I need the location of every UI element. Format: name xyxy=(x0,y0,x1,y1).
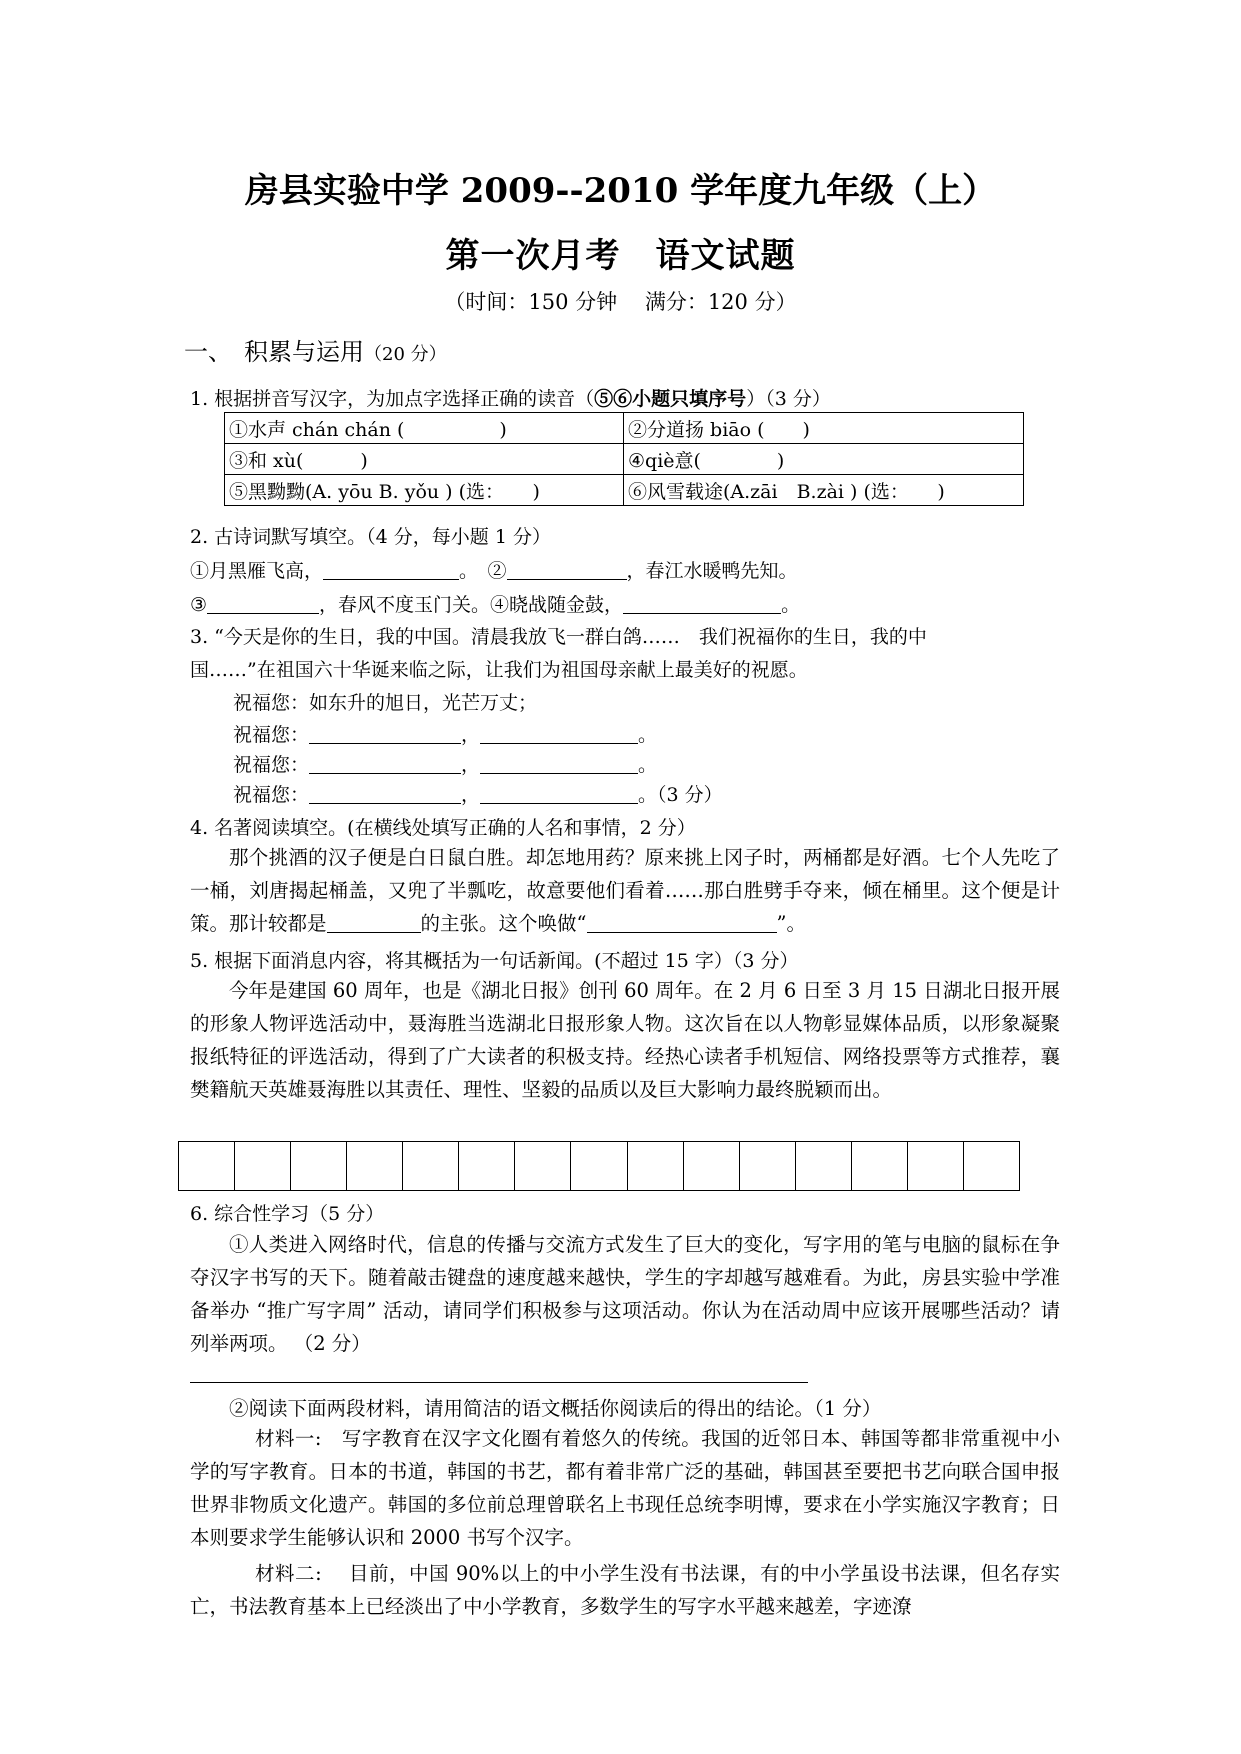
q2-text: ③ xyxy=(190,594,208,616)
q3-blessing-1 xyxy=(233,720,657,747)
comma: ， xyxy=(461,724,481,746)
q1-cell[interactable]: ⑤黑黝黝(A. yōu B. yǒu ) (选： ) xyxy=(225,475,624,506)
answer-blank[interactable] xyxy=(309,785,461,804)
grid-cell[interactable] xyxy=(740,1142,796,1190)
q6-prompt: 6. 综合性学习（5 分） xyxy=(190,1203,385,1225)
q4-prompt: 4. 名著阅读填空。(在横线处填写正确的人名和事情，2 分） xyxy=(190,817,696,839)
q1-cell[interactable]: ①水声 chán chán ( ) xyxy=(225,413,624,444)
table-row xyxy=(225,413,1024,444)
material-one: 材料一: 写字教育在汉字文化圈有着悠久的传统。我国的近邻日本、韩国等都非常重视中小学的写字教育。日本的书道，韩国的书艺，都有着非常广泛的基础，韩国甚至要把书艺向联合国申报世界非物质文化遗产。韩国的多位前总理曾联名上书现任总统李明博，要求在小学实施汉字教育；日本则要求学生能够认识和 2000 书写个汉字。 xyxy=(190,1427,1060,1549)
q1-prompt-b: ）（3 分） xyxy=(746,388,831,410)
bless-label: 祝福您： xyxy=(233,754,310,776)
grid-cell[interactable] xyxy=(571,1142,627,1190)
answer-blank[interactable] xyxy=(480,785,638,804)
q3-blessing-3 xyxy=(233,780,723,807)
exam-subtitle: 第一次月考 语文试题 xyxy=(445,236,796,276)
q6-part-2: ②阅读下面两段材料，请用简洁的语文概括你阅读后的得出的结论。（1 分） xyxy=(229,1397,882,1420)
section-one-heading xyxy=(184,332,447,367)
q3-example: 祝福您：如东升的旭日，光芒万丈； xyxy=(233,692,538,714)
grid-cell[interactable] xyxy=(796,1142,852,1190)
q3-blessing-2 xyxy=(233,750,657,777)
q1-prompt-bold: ⑤⑥小题只填序号 xyxy=(594,388,747,410)
grid-cell[interactable] xyxy=(964,1142,1019,1190)
table-row xyxy=(225,475,1024,506)
grid-cell[interactable] xyxy=(515,1142,571,1190)
q2-text: 。 xyxy=(781,594,801,616)
grid-cell[interactable] xyxy=(684,1142,740,1190)
q1-cell[interactable]: ②分道扬 biāo ( ) xyxy=(624,413,1024,444)
period-points: 。（3 分） xyxy=(638,784,723,806)
q1-prompt-a: 1. 根据拼音写汉字，为加点字选择正确的读音（ xyxy=(190,388,595,410)
q1-cell[interactable]: ⑥风雪载途(A.zāi B.zài ) (选： ) xyxy=(624,475,1024,506)
grid-cell[interactable] xyxy=(347,1142,403,1190)
q1-prompt xyxy=(190,384,831,411)
grid-cell[interactable] xyxy=(628,1142,684,1190)
comma: ， xyxy=(461,784,481,806)
q2-line-2 xyxy=(190,590,800,617)
exam-time-info: （时间：150 分钟 满分：120 分） xyxy=(444,290,797,314)
period: 。 xyxy=(638,724,658,746)
grid-cell[interactable] xyxy=(852,1142,908,1190)
answer-blank[interactable] xyxy=(309,755,461,774)
answer-blank[interactable] xyxy=(309,725,461,744)
q2-text: ①月黑雁飞高， xyxy=(190,560,324,582)
q4-text: ”。 xyxy=(776,912,806,935)
q6-part-1: ①人类进入网络时代，信息的传播与交流方式发生了巨大的变化，写字用的笔与电脑的鼠标在争夺汉字书写的天下。随着敲击键盘的速度越来越快，学生的字却越写越难看。为此，房县实验中学准备举办 “推广写字周” 活动，请同学们积极参与这项活动。你认为在活动周中应该开展哪些活动？请列举两项。 （2 分） xyxy=(190,1233,1060,1355)
answer-line[interactable] xyxy=(190,1382,808,1383)
answer-blank[interactable] xyxy=(327,914,421,933)
grid-cell[interactable] xyxy=(291,1142,347,1190)
table-row xyxy=(225,444,1024,475)
answer-blank[interactable] xyxy=(480,755,638,774)
answer-blank[interactable] xyxy=(207,595,319,614)
q1-table xyxy=(224,412,1024,506)
answer-blank[interactable] xyxy=(623,595,781,614)
period: 。 xyxy=(638,754,658,776)
answer-blank[interactable] xyxy=(323,561,459,580)
q4-text: 的主张。这个唤做“ xyxy=(420,912,587,935)
q5-prompt: 5. 根据下面消息内容，将其概括为一句话新闻。(不超过 15 字）（3 分） xyxy=(190,950,799,972)
answer-blank[interactable] xyxy=(507,561,627,580)
comma: ， xyxy=(461,754,481,776)
q2-text: 。 ② xyxy=(459,560,507,582)
answer-blank[interactable] xyxy=(587,914,777,933)
q4-passage xyxy=(190,841,1060,940)
q3-line-1: 3. “今天是你的生日，我的中国。清晨我放飞一群白鸽…… 我们祝福你的生日，我的中 xyxy=(190,626,927,648)
material-two: 材料二: 目前，中国 90%以上的中小学生没有书法课，有的中小学虽设书法课，但名存实亡，书法教育基本上已经淡出了中小学教育，多数学生的写字水平越来越差，字迹潦 xyxy=(190,1562,1060,1618)
q1-cell[interactable]: ③和 xù( ) xyxy=(225,444,624,475)
q2-text: ，春风不度玉门关。④晓战随金鼓， xyxy=(319,594,624,616)
q3-line-2: 国……”在祖国六十华诞来临之际，让我们为祖国母亲献上最美好的祝愿。 xyxy=(190,659,808,681)
q4-text: 那个挑酒的汉子便是白日鼠白胜。却怎地用药？原来挑上冈子时，两桶都是好酒。七个人先吃了一桶，刘唐揭起桶盖，又兜了半瓢吃，故意要他们看着……那白胜劈手夺来，倾在桶里。这个便是计策。那计较都是 xyxy=(190,846,1060,935)
grid-cell[interactable] xyxy=(403,1142,459,1190)
bless-label: 祝福您： xyxy=(233,724,310,746)
grid-cell[interactable] xyxy=(459,1142,515,1190)
section-one-points: （20 分） xyxy=(364,344,447,365)
q2-line-1 xyxy=(190,556,798,583)
q2-prompt: 2. 古诗词默写填空。（4 分，每小题 1 分） xyxy=(190,526,551,548)
answer-blank[interactable] xyxy=(480,725,638,744)
section-one-label: 一、 积累与运用 xyxy=(184,338,364,366)
grid-cell[interactable] xyxy=(235,1142,291,1190)
q1-cell[interactable]: ④qiè意( ) xyxy=(624,444,1024,475)
q5-passage: 今年是建国 60 周年，也是《湖北日报》创刊 60 周年。在 2 月 6 日至 3 月 15 日湖北日报开展的形象人物评选活动中，聂海胜当选湖北日报形象人物。这次旨在以人物彰显媒体品质，以形象凝聚报纸特征的评选活动，得到了广大读者的积极支持。经热心读者手机短信、网络投票等方式推荐，襄樊籍航天英雄聂海胜以其责任、理性、坚毅的品质以及巨大影响力最终脱颖而出。 xyxy=(190,979,1060,1101)
bless-label: 祝福您： xyxy=(233,784,310,806)
exam-title: 房县实验中学 2009--2010 学年度九年级（上） xyxy=(244,171,997,211)
q2-text: ，春江水暖鸭先知。 xyxy=(626,560,798,582)
grid-cell[interactable] xyxy=(179,1142,235,1190)
grid-cell[interactable] xyxy=(908,1142,964,1190)
answer-grid[interactable] xyxy=(178,1141,1020,1191)
